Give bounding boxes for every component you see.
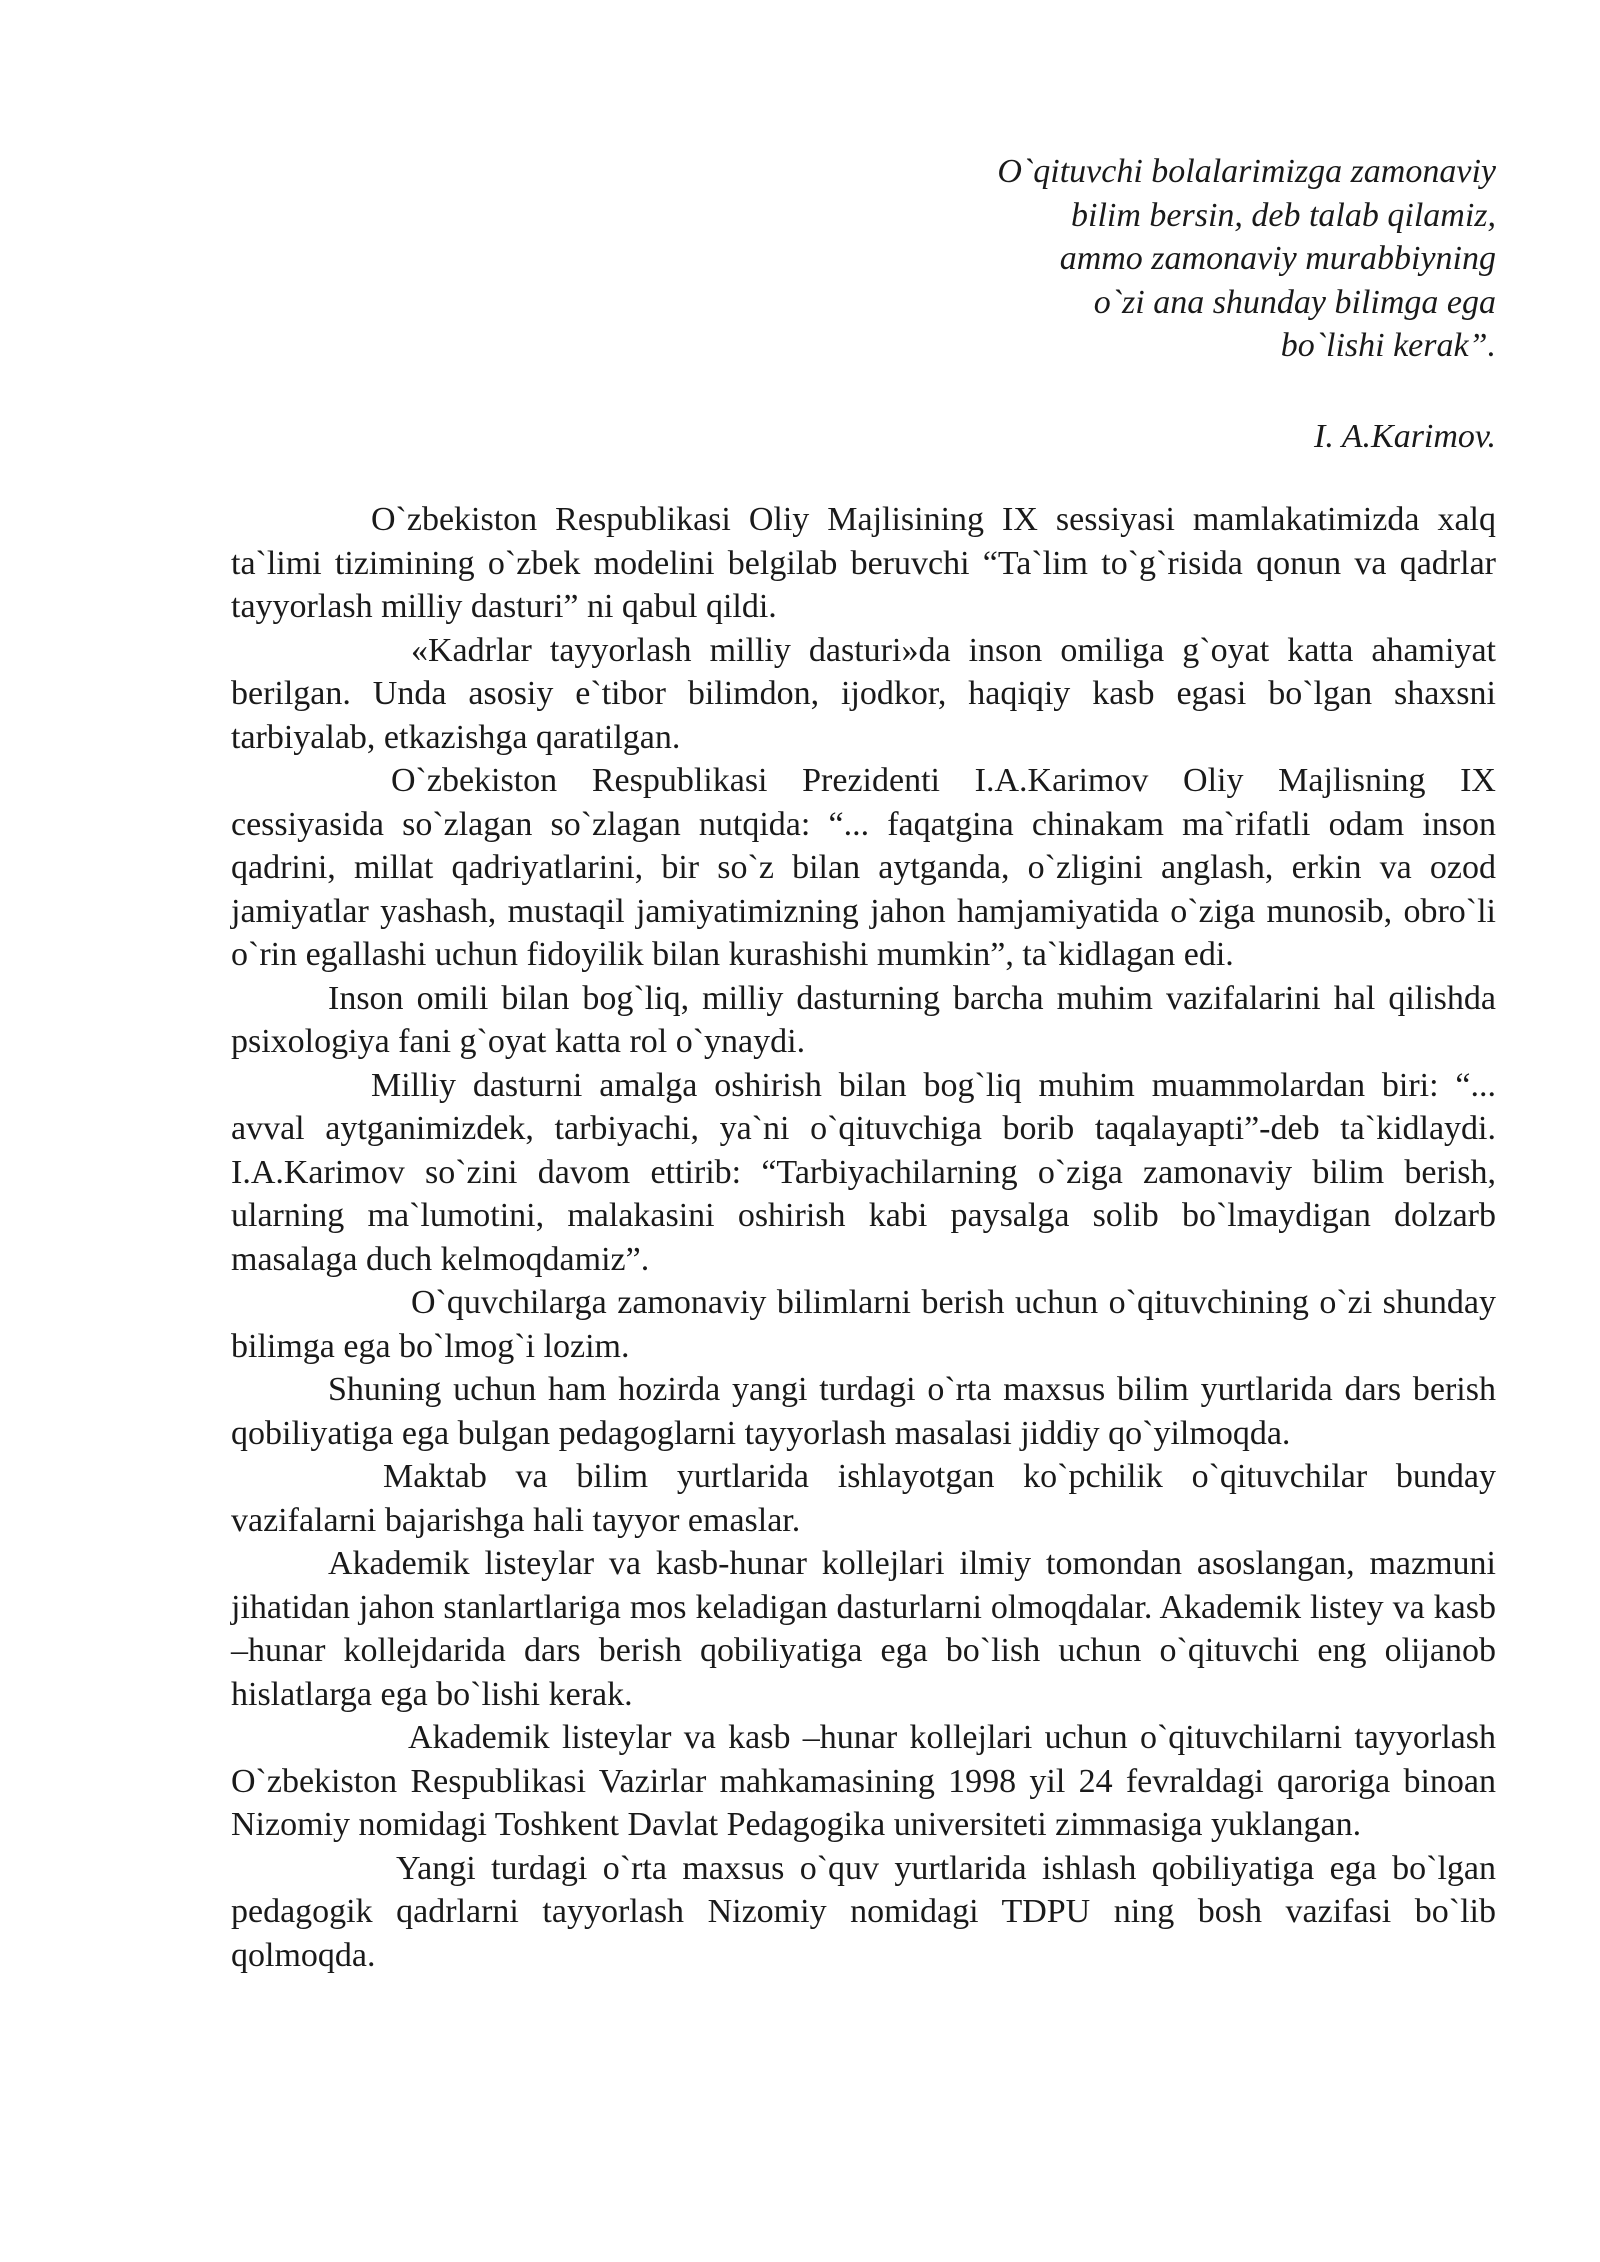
paragraph: Akademik listeylar va kasb –hunar kollejlari uchun o`qituvchilarni tayyorlash O`zbekiston Respublikasi Vazirlar mahkamasining 1998 yil 24 fevraldagi qaroriga binoan Nizomiy nomidagi Toshkent Davlat Pedagogika universiteti zimmasiga yuklangan. — [231, 1719, 1496, 1843]
epigraph-quote — [796, 150, 1496, 368]
paragraph: O`quvchilarga zamonaviy bilimlarni berish uchun o`qituvchining o`zi shunday bilimga ega bo`lmog`i lozim. — [231, 1284, 1496, 1365]
paragraph: Maktab va bilim yurtlarida ishlayotgan ko`pchilik o`qituvchilar bunday vazifalarni bajarishga hali tayyor emaslar. — [231, 1458, 1496, 1539]
body-text — [231, 498, 1496, 1977]
epigraph-line: o`zi ana shunday bilimga ega — [1093, 283, 1496, 321]
paragraph: Yangi turdagi o`rta maxsus o`quv yurtlarida ishlash qobiliyatiga ega bo`lgan pedagogik qadrlarni tayyorlash Nizomiy nomidagi TDPU ning bosh vazifasi bo`lib qolmoqda. — [231, 1849, 1496, 1974]
epigraph-author: I. A.Karimov. — [1314, 418, 1496, 455]
epigraph-line: ammo zamonaviy murabbiyning — [1059, 240, 1496, 277]
paragraph: Inson omili bilan bog`liq, milliy dasturning barcha muhim vazifalarini hal qilishda psixologiya fani g`oyat katta rol o`ynaydi. — [231, 979, 1496, 1060]
epigraph-line: bo`lishi kerak”. — [1280, 327, 1496, 364]
paragraph: «Kadrlar tayyorlash milliy dasturi»da inson omiliga g`oyat katta ahamiyat berilgan. Unda asosiy e`tibor bilimdon, ijodkor, haqiqiy kasb egasi bo`lgan shaxsni tarbiyalab, etkazishga qaratilgan. — [231, 631, 1496, 756]
paragraph: Shuning uchun ham hozirda yangi turdagi o`rta maxsus bilim yurtlarida dars berish qobiliyatiga ega bulgan pedagoglarni tayyorlash masalasi jiddiy qo`yilmoqda. — [231, 1371, 1496, 1452]
paragraph: Akademik listeylar va kasb-hunar kollejlari ilmiy tomondan asoslangan, mazmuni jihatidan jahon stanlartlariga mos keladigan dasturlarni olmoqdalar. Akademik listey va kasb –hunar kollejdarida dars berish qobiliyatiga ega bo`lish uchun o`qituvchi eng olijanob hislatlarga ega bo`lishi kerak. — [231, 1545, 1496, 1713]
paragraph: Milliy dasturni amalga oshirish bilan bog`liq muhim muammolardan biri: “... avval aytganimizdek, tarbiyachi, ya`ni o`qituvchiga borib taqalayapti”-deb ta`kidlaydi. I.A.Karimov so`zini davom ettirib: “Tarbiyachilarning o`ziga zamonaviy bilim berish, ularning ma`lumotini, malakasini oshirish kabi paysalga solib bo`lmaydigan dolzarb masalaga duch kelmoqdamiz”. — [231, 1066, 1496, 1278]
paragraph: O`zbekiston Respublikasi Oliy Majlisining IX sessiyasi mamlakatimizda xalq ta`limi tizimining o`zbek modelini belgilab beruvchi “Ta`lim to`g`risida qonun va qadrlar tayyorlash milliy dasturi” ni qabul qildi. — [231, 501, 1496, 625]
paragraph: O`zbekiston Respublikasi Prezidenti I.A.Karimov Oliy Majlisning IX cessiyasida so`zlagan so`zlagan nutqida: “... faqatgina chinakam ma`rifatli odam inson qadrini, millat qadriyatlarini, bir so`z bilan aytganda, o`zligini anglash, erkin va ozod jamiyatlar yashash, mustaqil jamiyatimizning jahon hamjamiyatida o`ziga munosib, obro`li o`rin egallashi uchun fidoyilik bilan kurashishi mumkin”, ta`kidlagan edi. — [231, 762, 1496, 973]
epigraph-line: O`qituvchi bolalarimizga zamonaviy — [997, 153, 1496, 190]
epigraph-line: bilim bersin, deb talab qilamiz, — [1071, 196, 1496, 234]
